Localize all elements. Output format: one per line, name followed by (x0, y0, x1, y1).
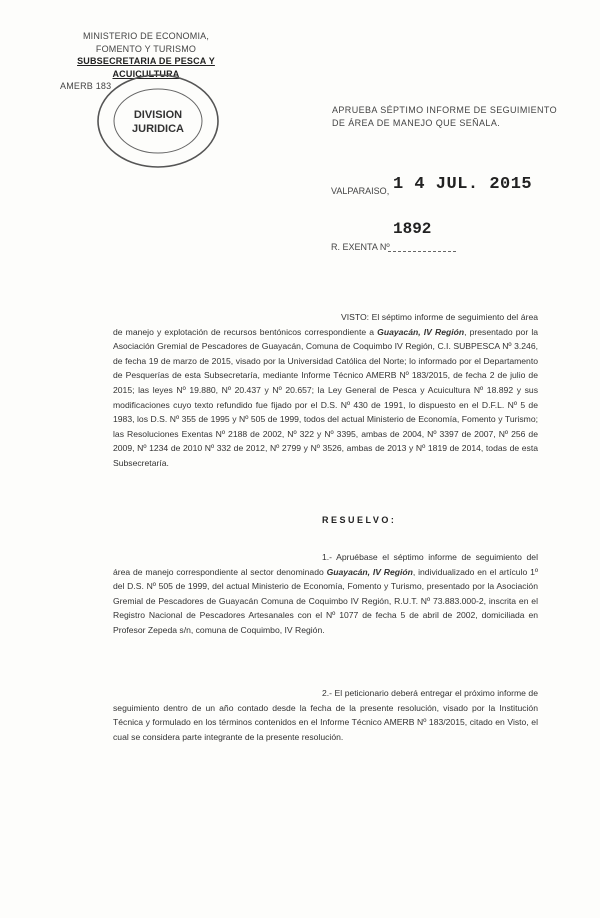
resuelvo-heading: RESUELVO: (322, 515, 397, 525)
visto-text-a: VISTO: El séptimo informe de seguimiento del área de manejo y explotación de recursos bentónicos correspondiente a (113, 312, 538, 337)
point1-text-b: , individualizado en el artículo 1º del D.S. Nº 505 de 1999, del actual Ministerio de Economía, Fomento y Turismo, presentado por la Asociación Gremial de Pescadores de Guayacán Comuna de Coquimbo IV Región, R.U.T. Nº 73.883.000-2, inscrita en el Registro Nacional de Pescadores Artesanales con el Nº 1077 de fecha 5 de abril de 2002, domiciliada en Profesor Zepeda s/n, comuna de Coquimbo, IV Región. (113, 566, 538, 635)
visto-paragraph (113, 310, 538, 471)
header-fomento: FOMENTO Y TURISMO (95, 43, 197, 54)
exenta-number: 1892 (393, 220, 432, 238)
reference-line-1: APRUEBA SÉPTIMO INFORME DE SEGUIMIENTO (332, 105, 558, 115)
point1-area-name: Guayacán, IV Región (326, 566, 413, 577)
resolution-reference (332, 104, 592, 130)
point1-text-a: 1.- Apruébase el séptimo informe de seguimiento del área de manejo correspondiente al sector denominado (113, 552, 538, 577)
resolution-point-1 (113, 550, 538, 638)
date-stamp: 1 4 JUL. 2015 (393, 175, 533, 194)
visto-text-b: , presentado por la Asociación Gremial de Pescadores de Guayacán, Comuna de Coquimbo IV Región, C.I. SUBPESCA Nº 3.246, de fecha 19 de marzo de 2015, visado por la Universidad Católica del Norte; lo informado por el Departamento de Pesquerías de esta Subsecretaría, mediante Informe Técnico AMERB Nº 183/2015, de fecha 2 de julio de 2015; las leyes Nº 19.880, Nº 20.437 y Nº 20.657; la Ley General de Pesca y Acuicultura Nº 18.892 y sus modificaciones cuyo texto refundido fue fijado por el D.S. Nº 430 de 1991, lo dispuesto en el D.F.L. Nº 5 de 1983, los D.S. Nº 355 de 1995 y Nº 505 de 1999, todos del actual Ministerio de Economía, Fomento y Turismo; las Resoluciones Exentas Nº 2188 de 2002, Nº 322 y Nº 3395, ambas de 2004, Nº 3397 de 2007, Nº 256 de 2009, Nº 1234 de 2010 Nº 332 de 2012, Nº 2799 y Nº 3526, ambas de 2013 y Nº 1819 de 2014, todas de esta Subsecretaría. (113, 326, 539, 468)
seal-text-juridica: JURIDICA (132, 123, 184, 135)
exenta-underline (388, 251, 456, 252)
header-ministry: MINISTERIO DE ECONOMIA, (82, 31, 210, 41)
resolution-point-2: 2.- El peticionario deberá entregar el próximo informe de seguimiento dentro de un año contado desde la fecha de la presente resolución, visado por la Institución Técnica y formulado en los términos contenidos en el Informe Técnico AMERB Nº 183/2015, citado en Visto, el cual se considera parte integrante de la presente resolución. (113, 688, 538, 742)
seal-text-division: DIVISION (133, 109, 183, 121)
exenta-label: R. EXENTA Nº (331, 242, 390, 252)
reference-line-2: DE ÁREA DE MANEJO QUE SEÑALA. (332, 118, 501, 128)
visto-area-name: Guayacán, IV Región (377, 326, 465, 337)
header-amerb: AMERB 183 (60, 81, 112, 91)
seal-inner-ring (114, 89, 202, 153)
header-subsecretaria: SUBSECRETARIA DE PESCA Y ACUICULTURA (77, 56, 215, 79)
division-juridica-seal (92, 70, 224, 172)
date-place: VALPARAISO, (331, 186, 390, 196)
